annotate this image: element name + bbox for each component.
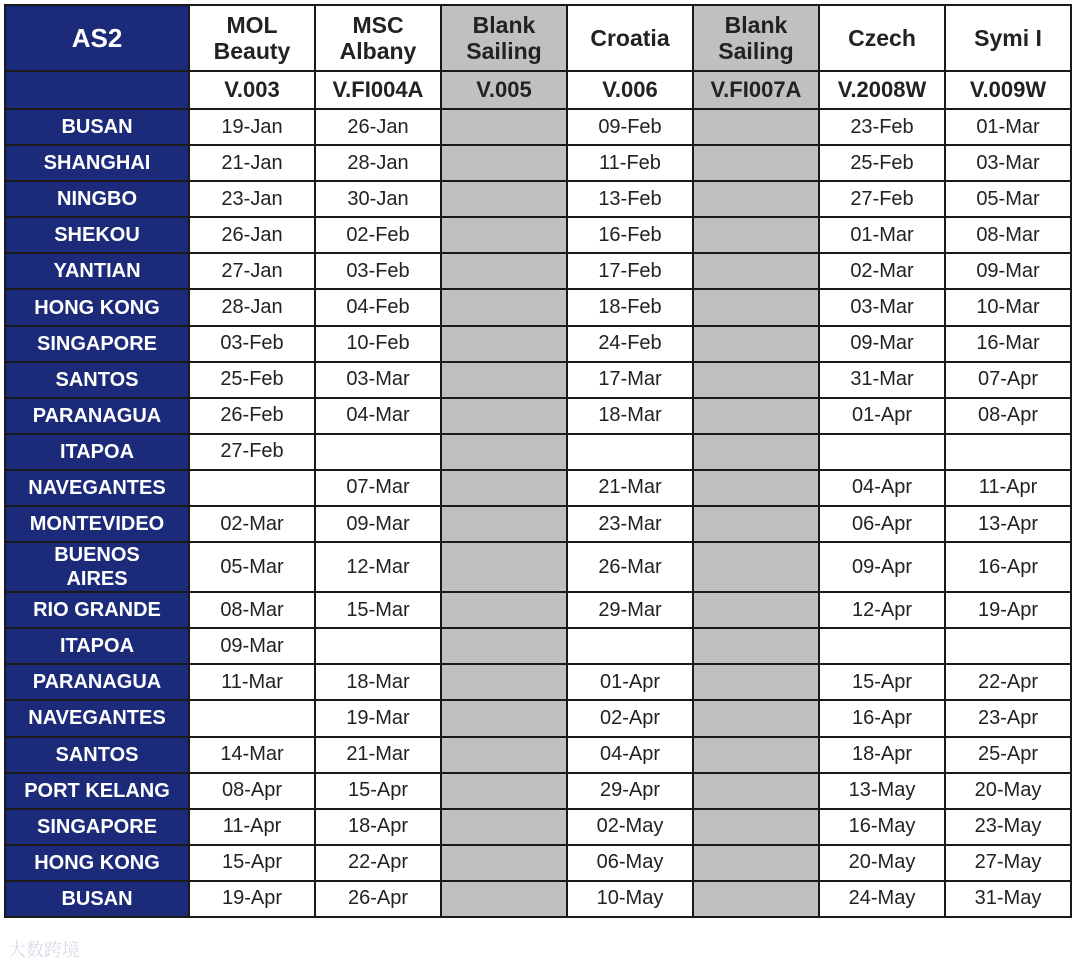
date-cell: 04-Feb xyxy=(315,289,441,325)
date-cell xyxy=(441,845,567,881)
date-cell: 20-May xyxy=(819,845,945,881)
voyage-header-row xyxy=(5,71,1071,109)
date-cell: 15-Mar xyxy=(315,592,441,628)
date-cell: 04-Mar xyxy=(315,398,441,434)
date-cell xyxy=(441,881,567,917)
table-row xyxy=(5,362,1071,398)
date-cell xyxy=(693,109,819,145)
port-name: HONG KONG xyxy=(5,289,189,325)
date-cell: 26-Apr xyxy=(315,881,441,917)
port-name: SANTOS xyxy=(5,737,189,773)
date-cell: 19-Mar xyxy=(315,700,441,736)
date-cell: 25-Feb xyxy=(189,362,315,398)
table-row xyxy=(5,145,1071,181)
date-cell xyxy=(693,737,819,773)
date-cell: 11-Apr xyxy=(189,809,315,845)
voyage-number: V.006 xyxy=(567,71,693,109)
vessel-name: Croatia xyxy=(567,5,693,71)
table-row xyxy=(5,592,1071,628)
date-cell: 29-Mar xyxy=(567,592,693,628)
date-cell: 19-Apr xyxy=(189,881,315,917)
date-cell: 05-Mar xyxy=(189,542,315,592)
date-cell: 03-Mar xyxy=(819,289,945,325)
date-cell xyxy=(189,700,315,736)
date-cell: 11-Mar xyxy=(189,664,315,700)
date-cell: 24-May xyxy=(819,881,945,917)
date-cell xyxy=(441,326,567,362)
date-cell: 06-Apr xyxy=(819,506,945,542)
date-cell: 29-Apr xyxy=(567,773,693,809)
date-cell: 27-Feb xyxy=(189,434,315,470)
table-row xyxy=(5,809,1071,845)
table-row xyxy=(5,470,1071,506)
date-cell: 13-Apr xyxy=(945,506,1071,542)
port-name: NAVEGANTES xyxy=(5,700,189,736)
date-cell: 23-Apr xyxy=(945,700,1071,736)
date-cell xyxy=(693,470,819,506)
date-cell: 10-Mar xyxy=(945,289,1071,325)
table-row xyxy=(5,664,1071,700)
date-cell xyxy=(945,628,1071,664)
date-cell: 02-Mar xyxy=(819,253,945,289)
date-cell: 23-Feb xyxy=(819,109,945,145)
date-cell: 26-Jan xyxy=(315,109,441,145)
date-cell: 05-Mar xyxy=(945,181,1071,217)
date-cell xyxy=(441,181,567,217)
date-cell: 09-Mar xyxy=(189,628,315,664)
port-name: NAVEGANTES xyxy=(5,470,189,506)
date-cell: 04-Apr xyxy=(819,470,945,506)
date-cell xyxy=(693,664,819,700)
date-cell xyxy=(441,362,567,398)
date-cell: 07-Apr xyxy=(945,362,1071,398)
schedule-body xyxy=(5,109,1071,917)
service-title: AS2 xyxy=(5,5,189,71)
date-cell xyxy=(693,773,819,809)
date-cell xyxy=(441,253,567,289)
date-cell: 21-Mar xyxy=(567,470,693,506)
date-cell: 16-Feb xyxy=(567,217,693,253)
voyage-number: V.FI007A xyxy=(693,71,819,109)
date-cell xyxy=(693,506,819,542)
vessel-name: Blank Sailing xyxy=(441,5,567,71)
voyage-number: V.005 xyxy=(441,71,567,109)
date-cell: 18-Apr xyxy=(315,809,441,845)
date-cell: 08-Apr xyxy=(189,773,315,809)
date-cell xyxy=(693,326,819,362)
table-row xyxy=(5,289,1071,325)
date-cell: 10-Feb xyxy=(315,326,441,362)
vessel-name: Czech xyxy=(819,5,945,71)
port-name: SINGAPORE xyxy=(5,809,189,845)
port-name: RIO GRANDE xyxy=(5,592,189,628)
port-name: SINGAPORE xyxy=(5,326,189,362)
date-cell xyxy=(693,398,819,434)
date-cell: 12-Apr xyxy=(819,592,945,628)
date-cell: 08-Mar xyxy=(189,592,315,628)
date-cell xyxy=(945,434,1071,470)
voyage-number: V.2008W xyxy=(819,71,945,109)
vessel-name: MOL Beauty xyxy=(189,5,315,71)
date-cell xyxy=(441,109,567,145)
date-cell: 04-Apr xyxy=(567,737,693,773)
date-cell: 03-Feb xyxy=(189,326,315,362)
date-cell xyxy=(567,628,693,664)
vessel-name: MSC Albany xyxy=(315,5,441,71)
date-cell xyxy=(441,664,567,700)
port-name: PARANAGUA xyxy=(5,398,189,434)
sailing-schedule-table xyxy=(4,4,1072,918)
table-row xyxy=(5,506,1071,542)
date-cell: 16-Apr xyxy=(945,542,1071,592)
port-name: BUSAN xyxy=(5,109,189,145)
date-cell: 14-Mar xyxy=(189,737,315,773)
date-cell: 31-Mar xyxy=(819,362,945,398)
date-cell xyxy=(693,592,819,628)
date-cell xyxy=(441,592,567,628)
date-cell xyxy=(693,700,819,736)
date-cell: 01-Apr xyxy=(567,664,693,700)
date-cell: 21-Mar xyxy=(315,737,441,773)
date-cell xyxy=(441,470,567,506)
date-cell: 15-Apr xyxy=(189,845,315,881)
date-cell: 13-Feb xyxy=(567,181,693,217)
date-cell: 25-Feb xyxy=(819,145,945,181)
table-row xyxy=(5,628,1071,664)
voyage-number: V.003 xyxy=(189,71,315,109)
date-cell xyxy=(441,289,567,325)
date-cell: 15-Apr xyxy=(315,773,441,809)
date-cell: 09-Mar xyxy=(945,253,1071,289)
port-name: YANTIAN xyxy=(5,253,189,289)
date-cell xyxy=(693,289,819,325)
date-cell: 27-Jan xyxy=(189,253,315,289)
date-cell: 28-Jan xyxy=(315,145,441,181)
table-row xyxy=(5,326,1071,362)
table-row xyxy=(5,773,1071,809)
date-cell: 16-May xyxy=(819,809,945,845)
date-cell: 11-Feb xyxy=(567,145,693,181)
table-row xyxy=(5,881,1071,917)
date-cell: 25-Apr xyxy=(945,737,1071,773)
date-cell xyxy=(441,542,567,592)
port-name: SHANGHAI xyxy=(5,145,189,181)
date-cell xyxy=(693,181,819,217)
watermark-text: 大数跨境 xyxy=(8,940,80,960)
date-cell: 01-Apr xyxy=(819,398,945,434)
corner-blank xyxy=(5,71,189,109)
date-cell: 28-Jan xyxy=(189,289,315,325)
date-cell xyxy=(693,845,819,881)
date-cell: 10-May xyxy=(567,881,693,917)
date-cell: 03-Mar xyxy=(945,145,1071,181)
port-name: PORT KELANG xyxy=(5,773,189,809)
port-name: SANTOS xyxy=(5,362,189,398)
date-cell: 16-Apr xyxy=(819,700,945,736)
date-cell: 24-Feb xyxy=(567,326,693,362)
vessel-header-row xyxy=(5,5,1071,71)
date-cell: 13-May xyxy=(819,773,945,809)
voyage-number: V.FI004A xyxy=(315,71,441,109)
date-cell: 09-Apr xyxy=(819,542,945,592)
date-cell xyxy=(189,470,315,506)
vessel-name: Symi I xyxy=(945,5,1071,71)
date-cell: 31-May xyxy=(945,881,1071,917)
port-name: ITAPOA xyxy=(5,628,189,664)
port-name: HONG KONG xyxy=(5,845,189,881)
table-row xyxy=(5,217,1071,253)
date-cell: 27-May xyxy=(945,845,1071,881)
date-cell: 02-Feb xyxy=(315,217,441,253)
date-cell: 15-Apr xyxy=(819,664,945,700)
date-cell xyxy=(693,809,819,845)
date-cell: 19-Jan xyxy=(189,109,315,145)
table-row xyxy=(5,737,1071,773)
date-cell: 16-Mar xyxy=(945,326,1071,362)
date-cell xyxy=(693,881,819,917)
date-cell xyxy=(315,434,441,470)
date-cell: 22-Apr xyxy=(945,664,1071,700)
port-name: MONTEVIDEO xyxy=(5,506,189,542)
date-cell xyxy=(819,434,945,470)
date-cell: 07-Mar xyxy=(315,470,441,506)
voyage-number: V.009W xyxy=(945,71,1071,109)
port-name: NINGBO xyxy=(5,181,189,217)
date-cell: 21-Jan xyxy=(189,145,315,181)
date-cell: 18-Apr xyxy=(819,737,945,773)
date-cell xyxy=(567,434,693,470)
date-cell: 20-May xyxy=(945,773,1071,809)
port-name: PARANAGUA xyxy=(5,664,189,700)
date-cell xyxy=(693,217,819,253)
date-cell: 09-Mar xyxy=(315,506,441,542)
table-row xyxy=(5,253,1071,289)
table-row xyxy=(5,434,1071,470)
date-cell: 23-May xyxy=(945,809,1071,845)
date-cell xyxy=(441,773,567,809)
date-cell xyxy=(819,628,945,664)
date-cell: 02-Mar xyxy=(189,506,315,542)
date-cell: 26-Mar xyxy=(567,542,693,592)
date-cell xyxy=(693,253,819,289)
date-cell: 26-Feb xyxy=(189,398,315,434)
date-cell xyxy=(441,434,567,470)
table-row xyxy=(5,700,1071,736)
date-cell xyxy=(441,700,567,736)
table-row xyxy=(5,845,1071,881)
date-cell: 09-Feb xyxy=(567,109,693,145)
date-cell xyxy=(441,217,567,253)
port-name: SHEKOU xyxy=(5,217,189,253)
date-cell xyxy=(693,362,819,398)
date-cell xyxy=(441,809,567,845)
date-cell xyxy=(441,628,567,664)
date-cell: 23-Mar xyxy=(567,506,693,542)
vessel-name: Blank Sailing xyxy=(693,5,819,71)
table-row xyxy=(5,398,1071,434)
date-cell: 08-Mar xyxy=(945,217,1071,253)
date-cell xyxy=(441,145,567,181)
date-cell: 22-Apr xyxy=(315,845,441,881)
port-name: ITAPOA xyxy=(5,434,189,470)
date-cell: 17-Mar xyxy=(567,362,693,398)
date-cell xyxy=(693,145,819,181)
date-cell xyxy=(441,398,567,434)
schedule-table-wrapper xyxy=(4,4,1072,918)
date-cell: 12-Mar xyxy=(315,542,441,592)
date-cell: 03-Mar xyxy=(315,362,441,398)
table-row xyxy=(5,109,1071,145)
date-cell xyxy=(441,737,567,773)
date-cell xyxy=(441,506,567,542)
date-cell: 02-Apr xyxy=(567,700,693,736)
date-cell: 01-Mar xyxy=(819,217,945,253)
date-cell xyxy=(693,628,819,664)
date-cell: 18-Mar xyxy=(315,664,441,700)
port-name: BUSAN xyxy=(5,881,189,917)
date-cell: 18-Mar xyxy=(567,398,693,434)
date-cell: 26-Jan xyxy=(189,217,315,253)
date-cell: 19-Apr xyxy=(945,592,1071,628)
date-cell: 18-Feb xyxy=(567,289,693,325)
table-row xyxy=(5,542,1071,592)
date-cell: 23-Jan xyxy=(189,181,315,217)
date-cell: 11-Apr xyxy=(945,470,1071,506)
date-cell: 08-Apr xyxy=(945,398,1071,434)
date-cell: 01-Mar xyxy=(945,109,1071,145)
date-cell: 17-Feb xyxy=(567,253,693,289)
date-cell: 27-Feb xyxy=(819,181,945,217)
date-cell: 02-May xyxy=(567,809,693,845)
date-cell xyxy=(315,628,441,664)
date-cell: 09-Mar xyxy=(819,326,945,362)
date-cell: 30-Jan xyxy=(315,181,441,217)
port-name: BUENOS AIRES xyxy=(5,542,189,592)
date-cell: 06-May xyxy=(567,845,693,881)
date-cell xyxy=(693,434,819,470)
date-cell xyxy=(693,542,819,592)
date-cell: 03-Feb xyxy=(315,253,441,289)
table-row xyxy=(5,181,1071,217)
